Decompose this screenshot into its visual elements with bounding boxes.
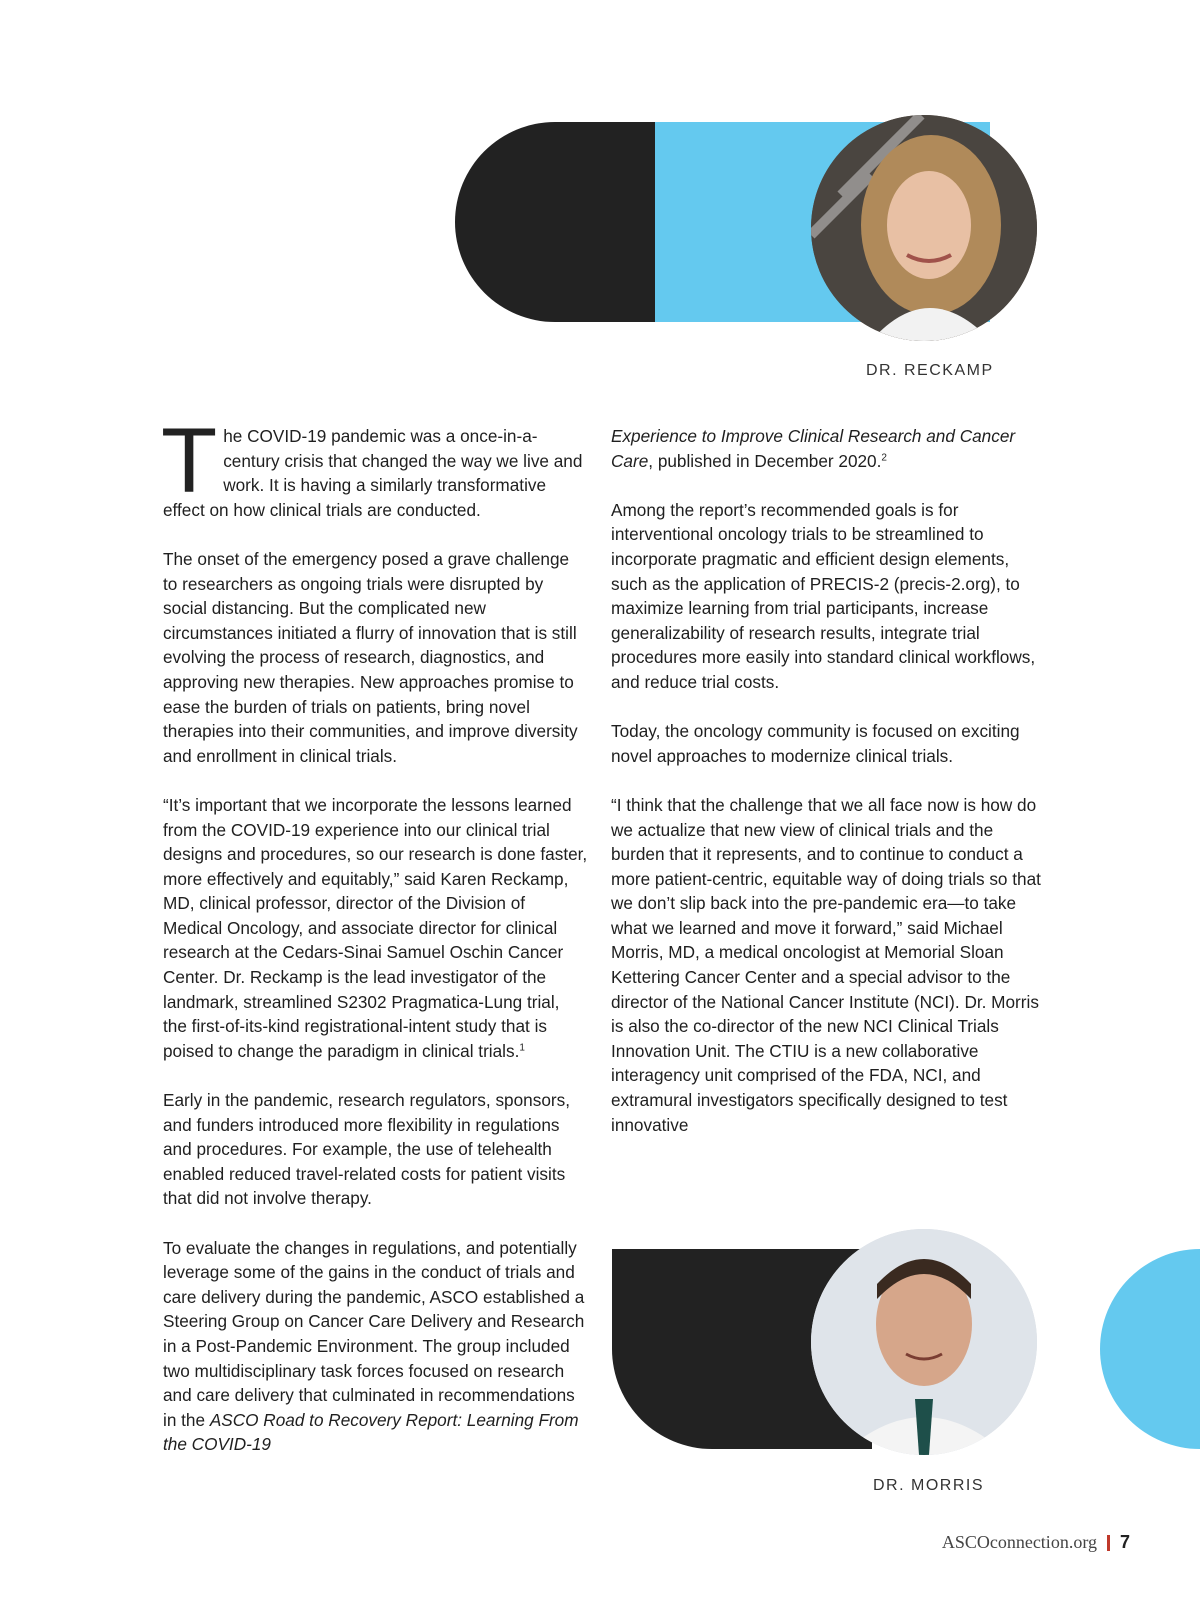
reckamp-portrait-photo — [811, 115, 1037, 341]
paragraph-text: , published in December 2020. — [648, 450, 882, 471]
report-title-italic: ASCO Road to Recovery Report: Learning From the COVID-19 — [163, 1409, 579, 1455]
paragraph: Among the report’s recommended goals is for interventional oncology trials to be streamlined to incorporate pragmatic and efficient design elements, such as the application of PRECIS-2 (precis-2.org), to maximize learning from trial participants, increase generalizability of research results, integrate trial procedures more easily into standard clinical workflows, and reduce trial costs. — [611, 499, 1036, 692]
article-left-column — [161, 410, 588, 1457]
footer-divider — [1107, 1535, 1110, 1551]
paragraph-quote-reckamp — [163, 793, 588, 1064]
paragraph: The onset of the emergency posed a grave challenge to researchers as ongoing trials were disrupted by social distancing. But the complicated new circumstances initiated a flurry of innovation that is still evolving the process of research, diagnostics, and approving new therapies. New approaches promise to ease the burden of trials on patients, bring novel therapies into their communities, and improve diversity and enrollment in clinical trials. — [163, 548, 578, 766]
footer-site: ASCOconnection.org — [941, 1532, 1097, 1552]
paragraph-report-continued — [611, 424, 1041, 473]
caption-morris: DR. MORRIS — [873, 1477, 984, 1494]
morris-portrait-icon — [811, 1229, 1037, 1455]
morris-portrait-photo — [811, 1229, 1037, 1455]
paragraph-asco-report — [163, 1236, 588, 1457]
intro-paragraph — [161, 410, 588, 522]
quote-text: “It’s important that we incorporate the lessons learned from the COVID-19 experience into our clinical trial designs and procedures, so our research is done faster, more effectively and equitably,” said Karen Reckamp, MD, clinical professor, director of the Division of Medical Oncology, and associate director for clinical research at the Cedars-Sinai Samuel Oschin Cancer Center. Dr. Reckamp is the lead investigator of the landmark, streamlined S2302 Pragmatica-Lung trial, the first-of-its-kind registrational-intent study that is poised to change the paradigm in clinical trials. — [163, 794, 588, 1061]
report-title-italic-cont: Experience to Improve Clinical Research and Cancer Care — [611, 426, 1016, 471]
paragraph: Early in the pandemic, research regulators, sponsors, and funders introduced more flexibility in regulations and procedures. For example, the use of telehealth enabled reduced travel-related costs for patient visits that did not involve therapy. — [163, 1090, 570, 1209]
drop-cap: T — [161, 410, 218, 512]
blue-circle-right — [1100, 1249, 1200, 1449]
caption-reckamp: DR. RECKAMP — [866, 362, 994, 379]
footnote-ref-2: 2 — [881, 451, 887, 463]
page-number: 7 — [1119, 1532, 1130, 1552]
intro-text: he COVID-19 pandemic was a once-in-a-century crisis that changed the way we live and work. It is having a similarly transformative effect on how clinical trials are conducted. — [163, 426, 583, 520]
paragraph-text: To evaluate the changes in regulations, and potentially leverage some of the gains in the conduct of trials and care delivery during the pandemic, ASCO established a Steering Group on Cancer Care Delivery and Research in a Post-Pandemic Environment. The group included two multidisciplinary task forces focused on research and care delivery that culminated in recommendations in the — [163, 1237, 585, 1430]
reckamp-portrait-icon — [811, 115, 1037, 341]
article-right-column — [611, 424, 1041, 1137]
paragraph: Today, the oncology community is focused on exciting novel approaches to modernize clinical trials. — [611, 721, 1020, 766]
paragraph-quote-morris: “I think that the challenge that we all face now is how do we actualize that new view of clinical trials and the burden that it represents, and to continue to conduct a more patient-centric, equitable way of doing trials so that we don’t slip back into the pre-pandemic era—to take what we learned and move it forward,” said Michael Morris, MD, a medical oncologist at Memorial Sloan Kettering Cancer Center and a special advisor to the director of the National Cancer Institute (NCI). Dr. Morris is also the co-director of the new NCI Clinical Trials Innovation Unit. The CTIU is a new collaborative interagency unit comprised of the FDA, NCI, and extramural investigators specifically designed to test innovative — [611, 794, 1041, 1135]
footnote-ref-1: 1 — [519, 1042, 525, 1054]
page-footer — [942, 1532, 1130, 1553]
black-semicircle-top — [455, 122, 655, 322]
